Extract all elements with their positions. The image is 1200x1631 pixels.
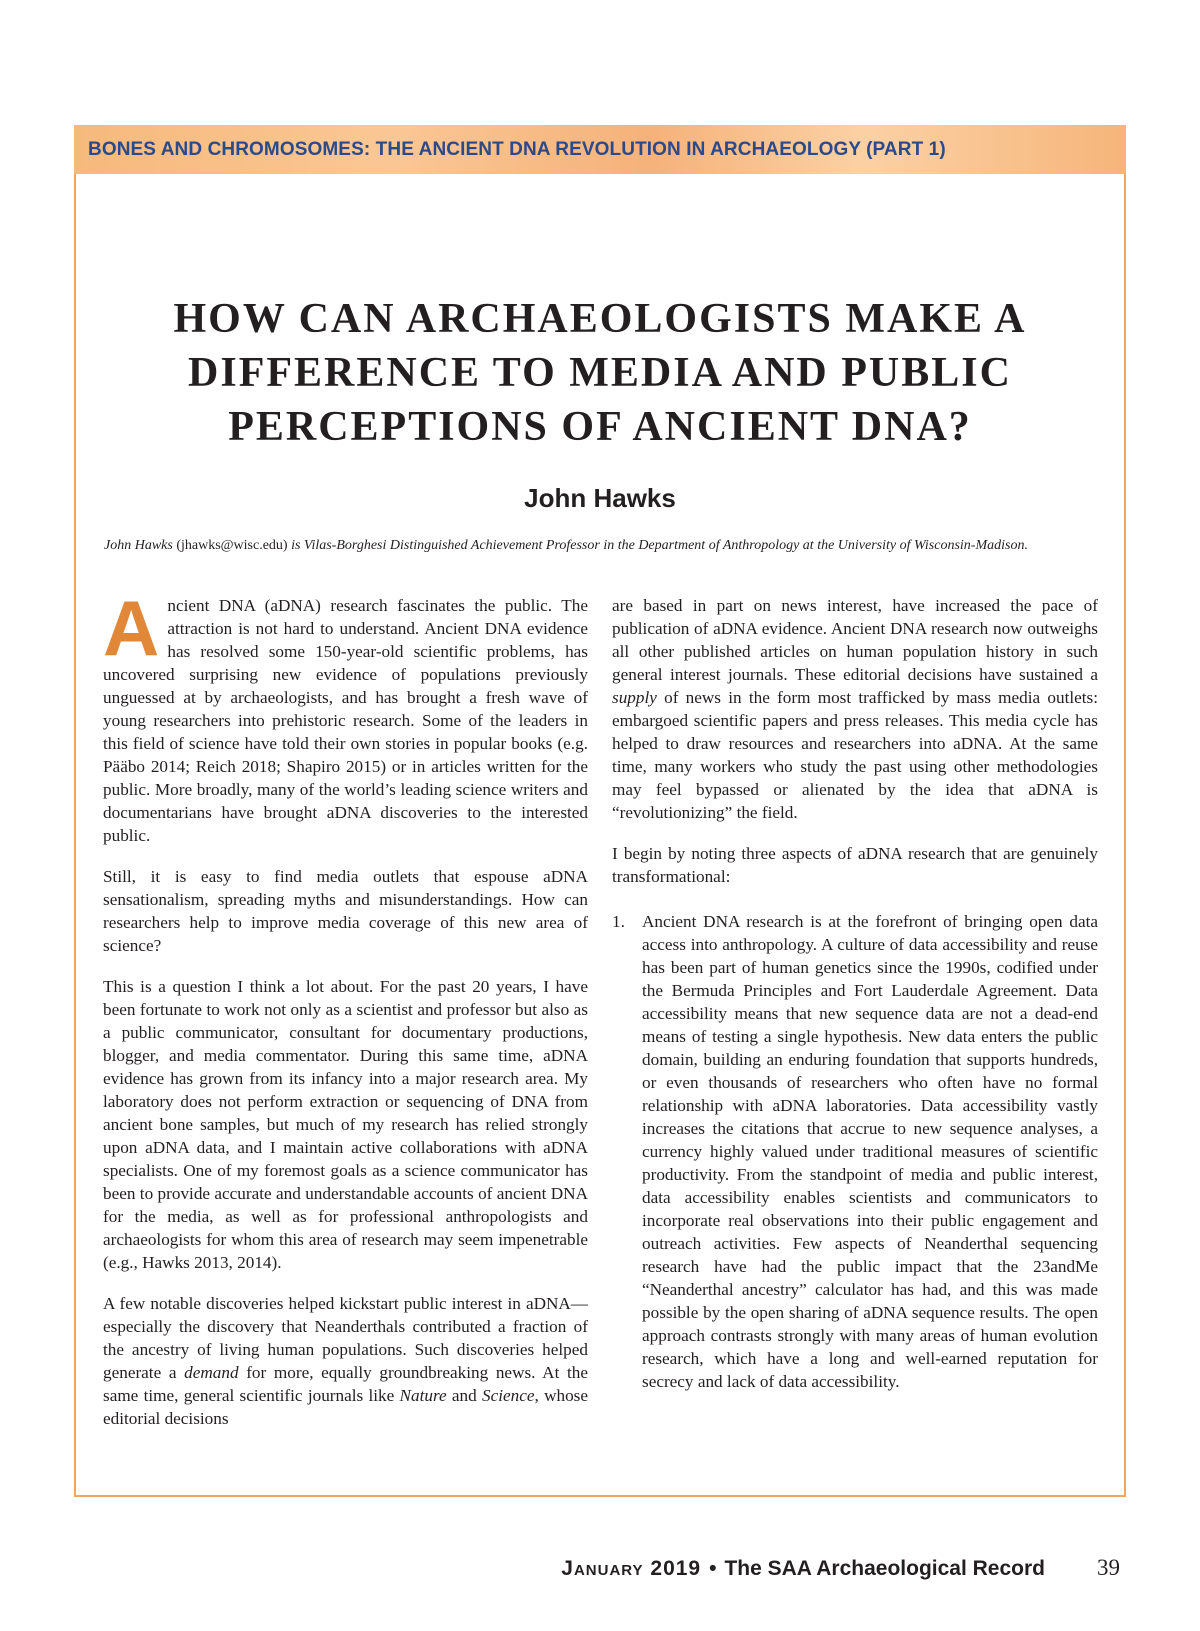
paragraph: Still, it is easy to find media outlets that espouse aDNA sensationalism, spreading myths and misunderstandings. How can researchers help to improve media coverage of this new area of science? xyxy=(103,867,588,955)
emphasis: Science xyxy=(482,1386,535,1405)
affiliation-name: John Hawks xyxy=(104,538,173,553)
affiliation-text: is Vilas-Borghesi Distinguished Achievement Professor in the Department of Anthropology at the University of Wisconsin-Madison. xyxy=(291,538,1028,553)
paragraph-text: of news in the form most trafficked by mass media outlets: embargoed scientific papers and press releases. This media cycle has helped to draw resources and researchers into aDNA. At the same time, many workers who study the past using other methodologies may feel bypassed or alienated by the idea that aDNA is “revolutionizing” the field. xyxy=(612,688,1098,822)
footer-issue-date: January 2019 xyxy=(561,1557,702,1580)
page-footer xyxy=(561,1555,1120,1582)
page-number: 39 xyxy=(1097,1555,1120,1580)
drop-cap: A xyxy=(103,584,160,672)
emphasis: demand xyxy=(184,1363,239,1382)
author-affiliation xyxy=(104,537,1104,555)
paragraph xyxy=(612,594,1098,824)
right-column xyxy=(612,594,1098,1393)
left-column xyxy=(103,584,588,1448)
article-author: John Hawks xyxy=(524,483,676,513)
paragraph-text: A few notable discoveries helped kickstart public interest in aDNA—especially the discovery that Neanderthals contributed a fraction of the ancestry of living human populations. Such discoveries helped generate a xyxy=(103,1294,588,1382)
emphasis: Nature xyxy=(399,1386,447,1405)
list-item xyxy=(612,910,1098,1393)
footer-journal-name: The SAA Archaeological Record xyxy=(724,1557,1045,1580)
emphasis: supply xyxy=(612,688,657,707)
list-item-text: Ancient DNA research is at the forefront of bringing open data access into anthropology. A culture of data accessibility and reuse has been part of human genetics since the 1990s, codified under the Bermuda Principles and Fort Lauderdale Agreement. Data accessibility means that new sequence data are not a dead-end means of testing a single hypothesis. New data enters the public domain, building an enduring foundation that supports hundreds, or even thousands of researchers who often have no formal relationship with aDNA laboratories. Data accessibility vastly increases the citations that accrue to new sequence analyses, a currency highly valued under traditional measures of scientific productivity. From the standpoint of media and public interest, data accessibility enables scientists and communicators to incorporate real observations into their public engagement and outreach activities. Few aspects of Neanderthal sequencing research have had the public impact that the 23andMe “Neanderthal ancestry” calculator has had, and this was made possible by the open sharing of aDNA sequence results. The open approach contrasts strongly with many areas of human evolution research, which have a long and well-earned reputation for secrecy and lack of data accessibility. xyxy=(642,912,1098,1391)
series-banner-text: BONES AND CHROMOSOMES: THE ANCIENT DNA REVOLUTION IN ARCHAEOLOGY (PART 1) xyxy=(88,139,946,160)
paragraph-text: , whose editorial decisions xyxy=(103,1386,588,1428)
paragraph xyxy=(103,584,588,847)
paragraph xyxy=(103,1292,588,1430)
article-title: HOW CAN ARCHAEOLOGISTS MAKE A DIFFERENCE TO MEDIA AND PUBLIC PERCEPTIONS OF ANCIENT DNA? xyxy=(173,296,1027,450)
paragraph-text: and xyxy=(446,1386,483,1405)
series-banner xyxy=(74,125,1126,174)
paragraph: I begin by noting three aspects of aDNA research that are genuinely transformational: xyxy=(612,844,1098,886)
paragraph-text: for more, equally groundbreaking news. At the same time, general scientific journals like xyxy=(103,1363,588,1405)
paragraph-text: are based in part on news interest, have increased the pace of publication of aDNA evidence. Ancient DNA research now outweighs all other published articles on human population history in such general interest journals. These editorial decisions have sustained a xyxy=(612,596,1098,684)
paragraph: This is a question I think a lot about. For the past 20 years, I have been fortunate to work not only as a scientist and professor but also as a public communicator, consultant for documentary productions, blogger, and media commentator. During this same time, aDNA evidence has grown from its infancy into a major research area. My laboratory does not perform extraction or sequencing of DNA from ancient bone samples, but much of my research has relied strongly upon aDNA data, and I maintain active collaborations with aDNA specialists. One of my foremost goals as a science communicator has been to provide accurate and understandable accounts of ancient DNA for the media, as well as for professional anthropologists and archaeologists for whom this area of research may seem impenetrable (e.g., Hawks 2013, 2014). xyxy=(103,977,588,1272)
paragraph-text: ncient DNA (aDNA) research fascinates the public. The attraction is not hard to understand. Ancient DNA evidence has resolved some 150-year-old scientific problems, has uncovered surprising new evidence of populations previously unguessed at by archaeologists, and has brought a fresh wave of young researchers into prehistoric research. Some of the leaders in this field of science have told their own stories in popular books (e.g. Pääbo 2014; Reich 2018; Shapiro 2015) or in articles written for the public. More broadly, many of the world’s leading science writers and documentarians have brought aDNA discoveries to the interested public. xyxy=(103,596,588,845)
footer-bullet: • xyxy=(709,1557,717,1580)
affiliation-email: (jhawks@wisc.edu) xyxy=(176,538,288,553)
list-number: 1. xyxy=(612,912,625,931)
